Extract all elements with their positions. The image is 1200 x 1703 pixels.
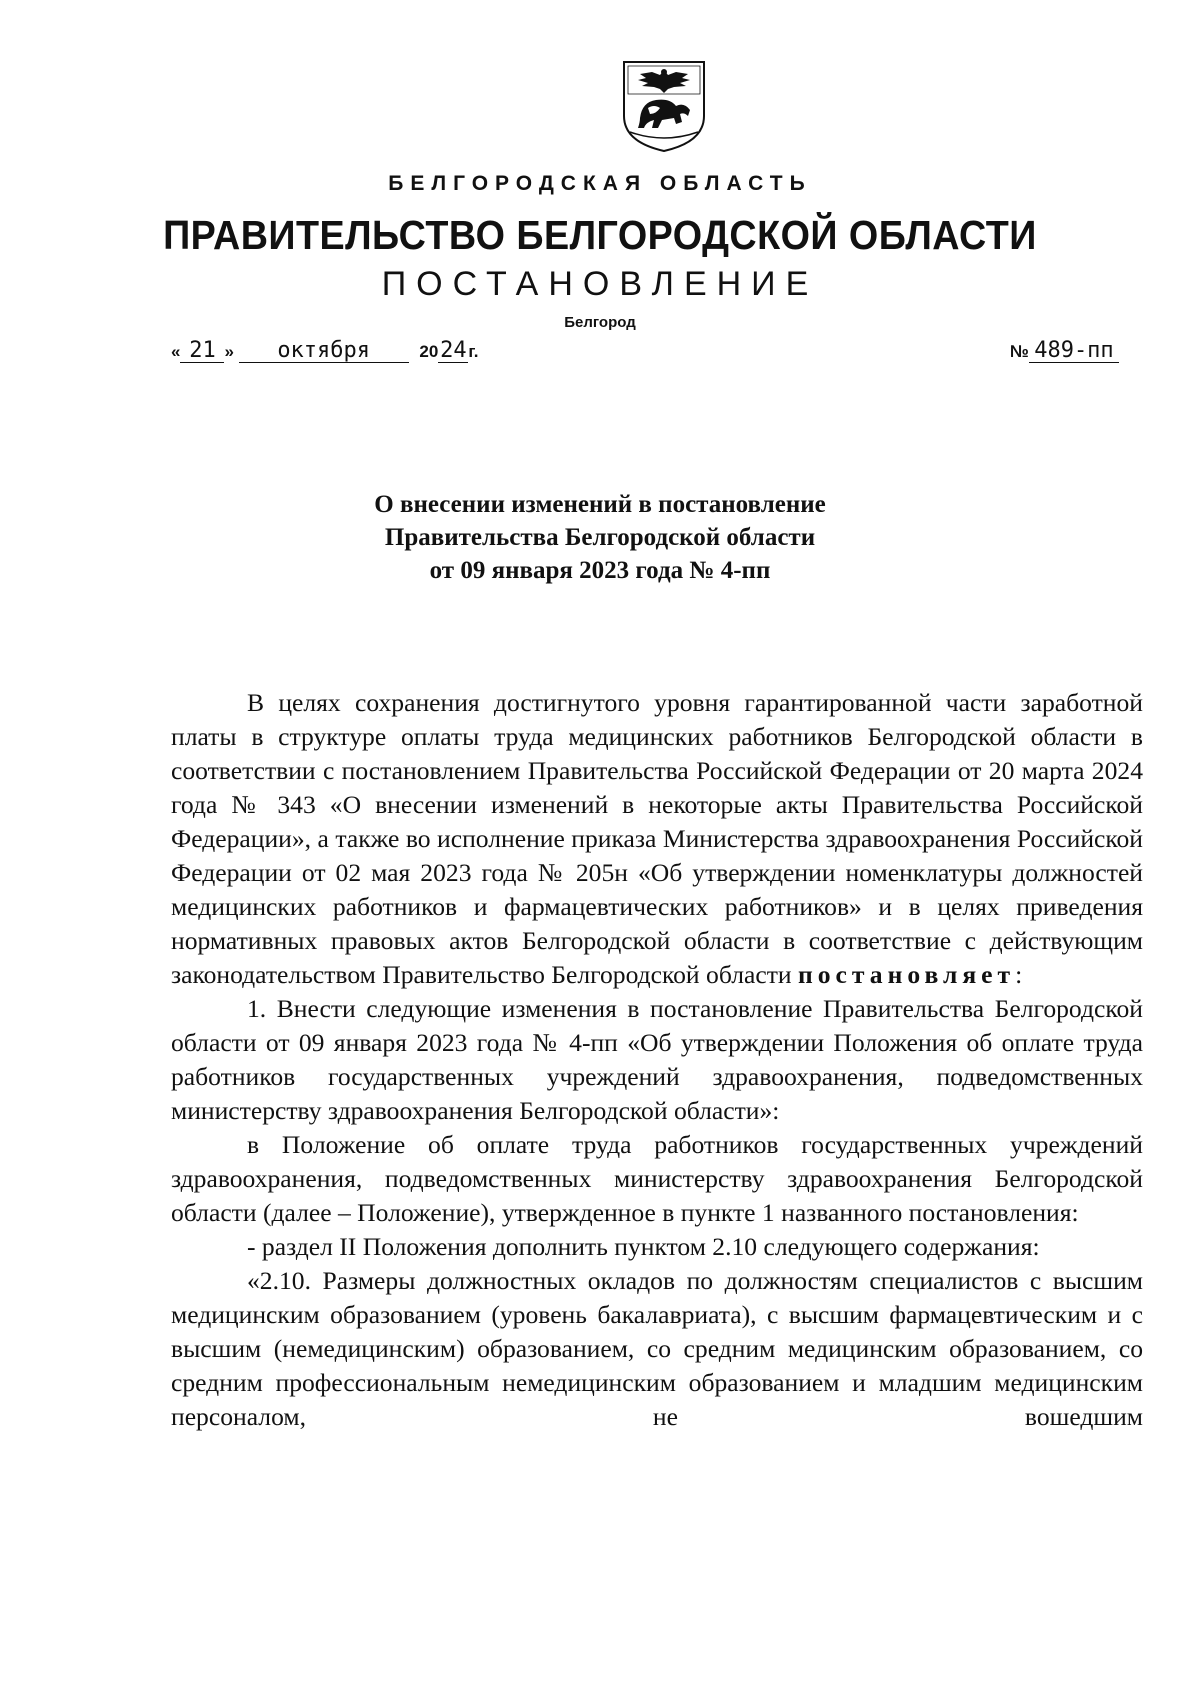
preamble-resolves: постановляет [798,960,1016,989]
region-name: БЕЛГОРОДСКАЯ ОБЛАСТЬ [388,172,812,195]
paragraph-preamble [171,686,1143,992]
date-month: октября [239,340,409,363]
paragraph-amendment: в Положение об оплате труда работников государственных учреждений здравоохранения, подведомственных министерству здравоохранения Белгородской области (далее – Положение), утвержденное в пункте 1 названного постановления: [171,1130,1143,1227]
date-year-prefix: 20 [419,342,439,361]
date-year-abbr: г. [468,342,479,361]
document-body [171,686,1143,1434]
coat-of-arms-emblem [618,58,710,154]
paragraph-2-10: «2.10. Размеры должностных окладов по должностям специалистов с высшим медицинским образованием (уровень бакалавриата), с высшим фармацевтическим и с высшим (немедицинским) образованием, со средним медицинским образованием, со средним профессиональным немедицинским образованием и младшим медицинским персоналом, не вошедшим [171,1266,1143,1431]
title-line-3: от 09 января 2023 года № 4-пп [429,557,771,584]
preamble-colon: : [1015,960,1023,989]
date-year-suffix: 24 [440,338,467,363]
document-type: ПОСТАНОВЛЕНИЕ [381,265,819,303]
document-number [1010,340,1119,363]
title-line-1: О внесении изменений в постановление [374,491,826,518]
document-title [0,488,1200,587]
date-day: 21 [180,340,224,363]
paragraph-item-1: 1. Внести следующие изменения в постановление Правительства Белгородской области от 09 января 2023 года № 4-пп «Об утверждении Положения об оплате труда работников государственных учреждений здравоохранения, подведомственных министерству здравоохранения Белгородской области»: [171,994,1143,1125]
preamble-text: В целях сохранения достигнутого уровня гарантированной части заработной платы в структуре оплаты труда медицинских работников Белгородской области в соответствии с постановлением Правительства Российской Федерации от 20 марта 2024 года № 343 «О внесении изменений в некоторые акты Правительства Российской Федерации», а также во исполнение приказа Министерства здравоохранения Российской Федерации от 02 мая 2023 года № 205н «Об утверждении номенклатуры должностей медицинских работников и фармацевтических работников» и в целях приведения нормативных правовых актов Белгородской области в соответствие с действующим законодательством Правительство Белгородской области [171,688,1143,989]
paragraph-section-ii: - раздел II Положения дополнить пунктом 2.10 следующего содержания: [247,1232,1040,1261]
document-date [171,340,478,363]
date-open-quote: « [171,342,181,361]
number-sign: № [1010,342,1029,361]
city-name: Белгород [564,314,636,331]
date-close-quote: » [224,342,234,361]
number-value: 489-пп [1029,340,1119,363]
government-name: ПРАВИТЕЛЬСТВО БЕЛГОРОДСКОЙ ОБЛАСТИ [163,212,1037,258]
title-line-2: Правительства Белгородской области [384,524,816,551]
